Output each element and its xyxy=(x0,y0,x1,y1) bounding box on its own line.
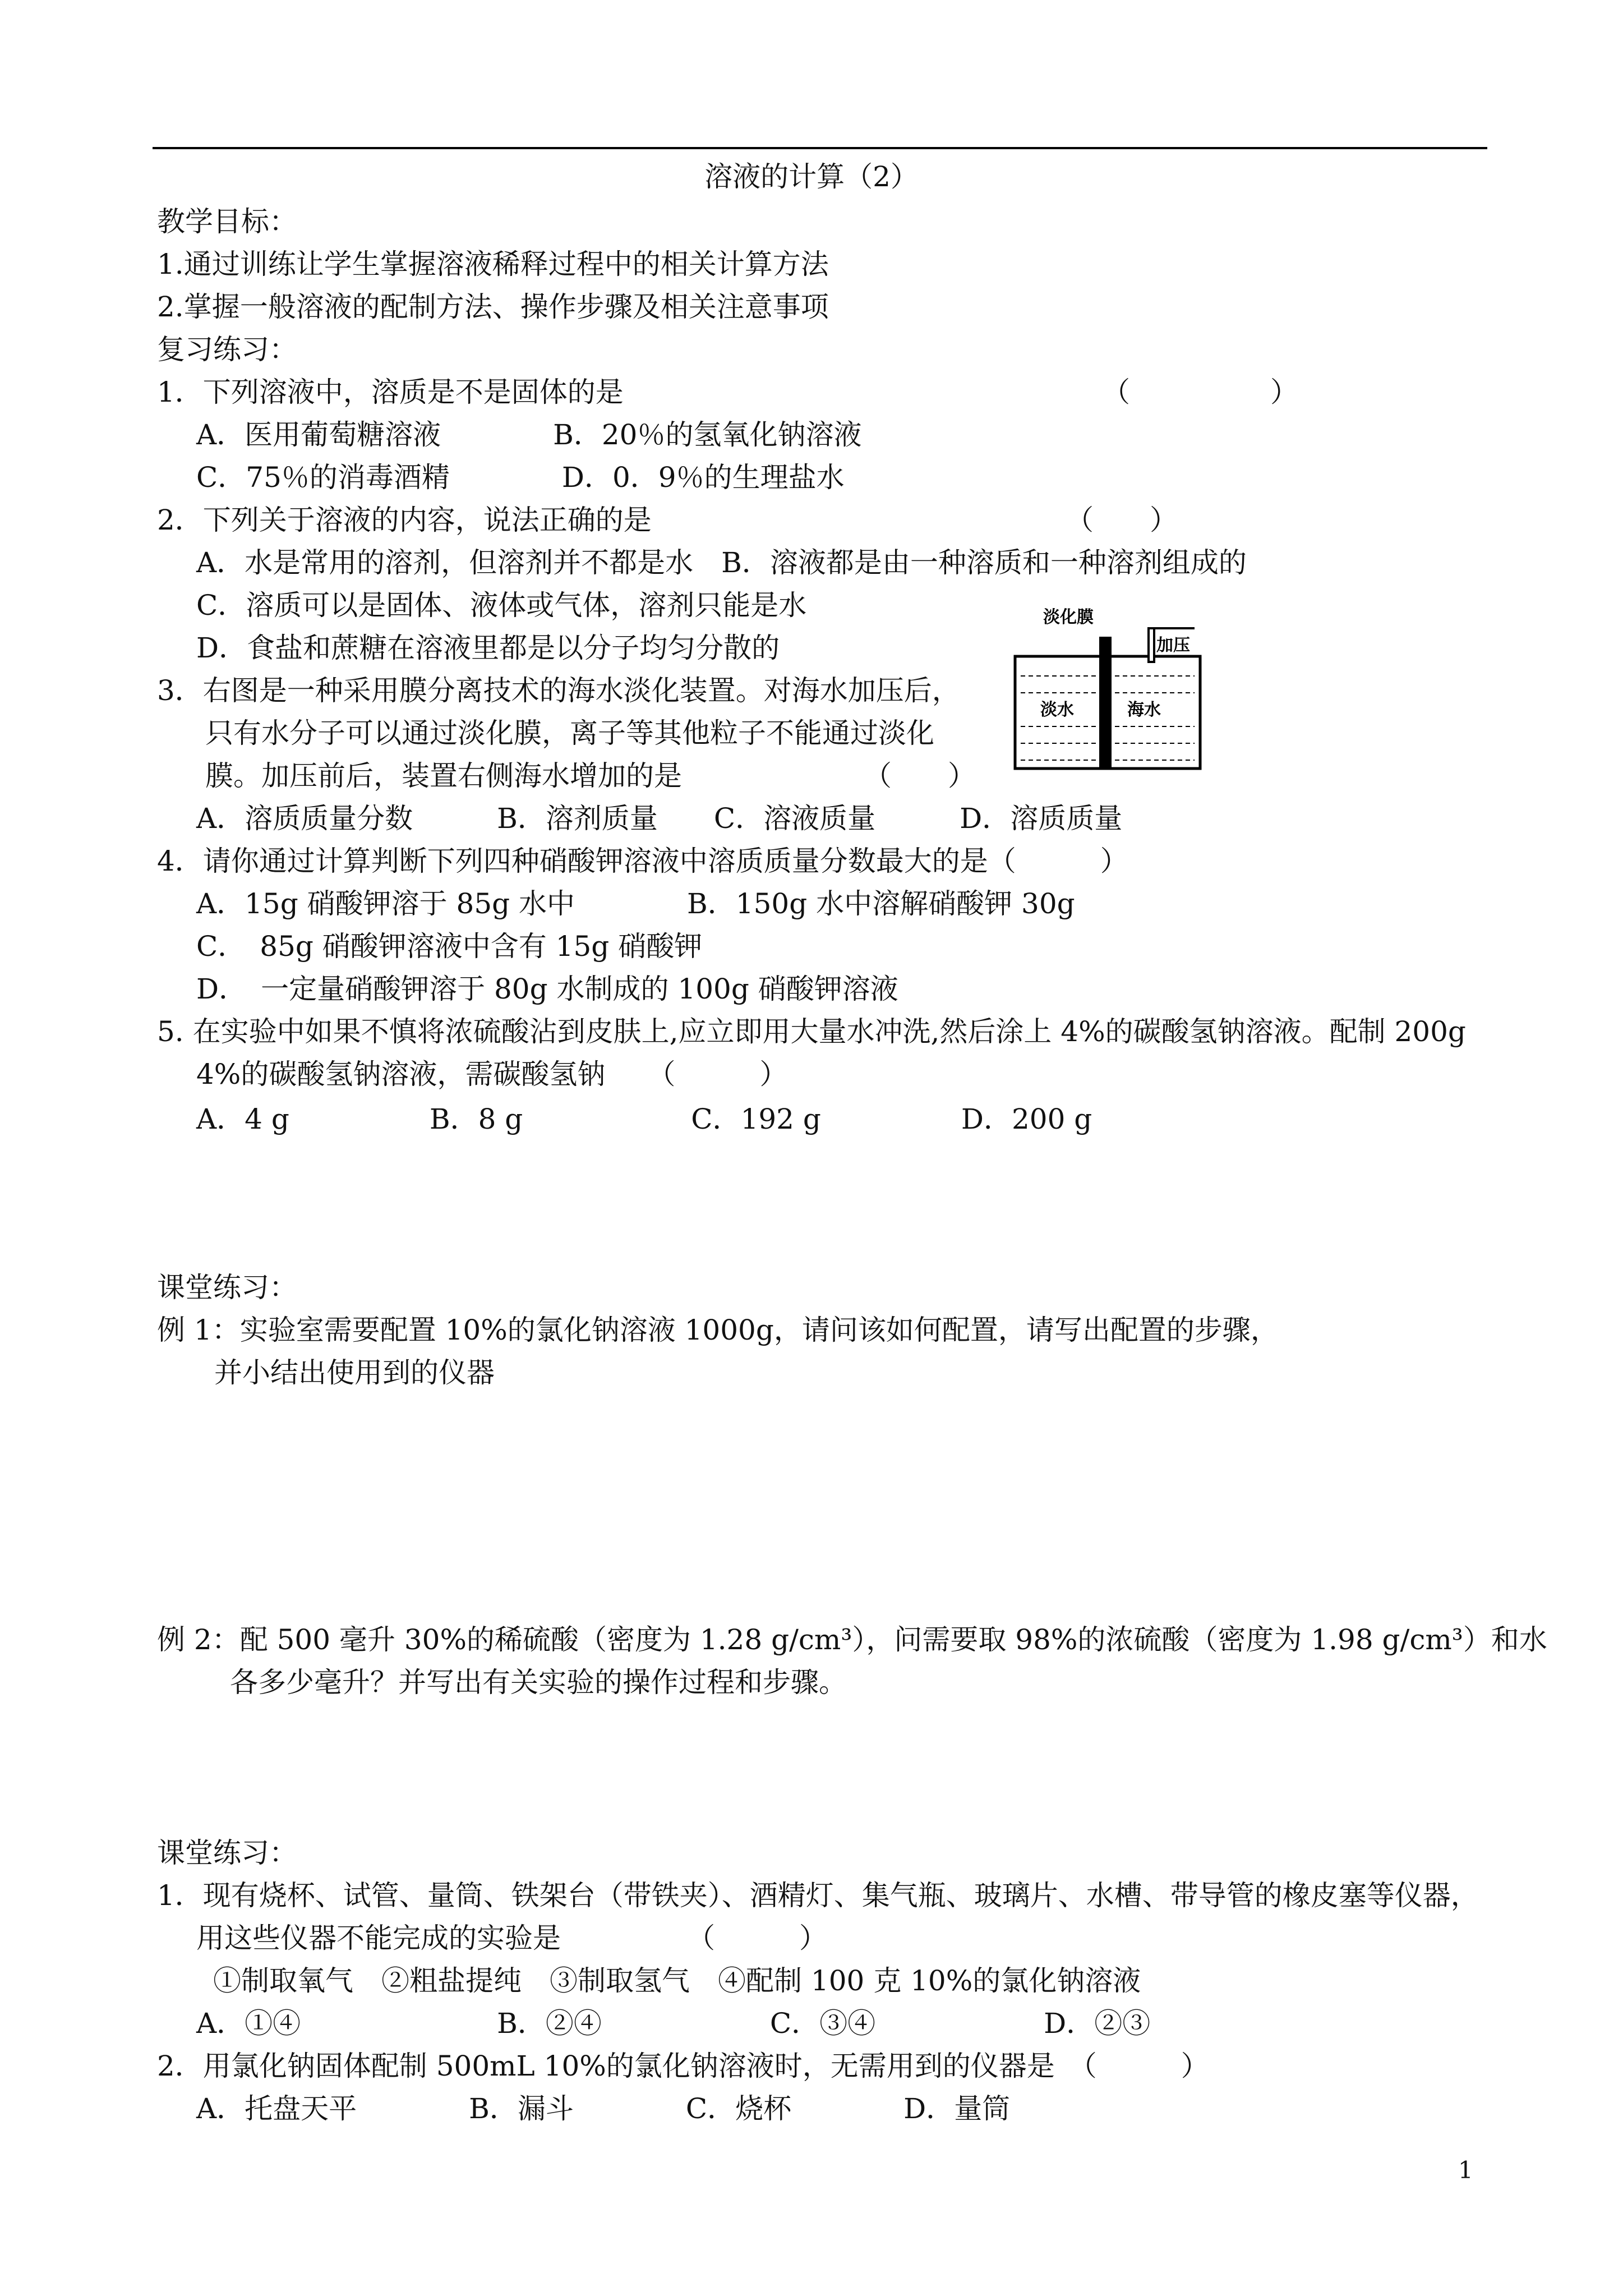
q2-option-ab: A．水是常用的溶剂，但溶剂并不都是水 B．溶液都是由一种溶质和一种溶剂组成的 xyxy=(196,546,1247,579)
cp2-q1-line2: 用这些仪器不能完成的实验是 （ ） xyxy=(196,1922,827,1954)
q5-options: A．4 g B．8 g C．192 g D．200 g xyxy=(196,1103,1092,1135)
desalination-figure xyxy=(1009,606,1206,774)
example2-line2: 各多少毫升？并写出有关实验的操作过程和步骤。 xyxy=(230,1666,847,1699)
q3-line3: 膜。加压前后，装置右侧海水增加的是 xyxy=(205,760,682,792)
q3-line2: 只有水分子可以通过淡化膜，离子等其他粒子不能通过淡化 xyxy=(205,717,934,749)
membrane-bar xyxy=(1099,637,1112,769)
q3-answer-paren: （ ） xyxy=(864,760,976,792)
cp2-q1-items: ①制取氧气 ②粗盐提纯 ③制取氢气 ④配制 100 克 10%的氯化钠溶液 xyxy=(213,1964,1141,1997)
example1-line1: 例 1：实验室需要配置 10%的氯化钠溶液 1000g，请问该如何配置，请写出配置的步骤， xyxy=(157,1314,1279,1346)
q1-stem: 1．下列溶液中，溶质是不是固体的是 xyxy=(157,376,624,408)
q1-options-row2: C．75％的消毒酒精 D．0．9％的生理盐水 xyxy=(196,461,845,494)
example2-line1: 例 2：配 500 毫升 30%的稀硫酸（密度为 1.28 g/cm³），问需要取 98%的浓硫酸（密度为 1.98 g/cm³）和水 xyxy=(157,1623,1547,1656)
membrane-label: 淡化膜 xyxy=(1043,608,1094,627)
sea-water-label: 海水 xyxy=(1127,700,1161,720)
cp2-q1-options: A．①④ B．②④ C．③④ D．②③ xyxy=(196,2007,1151,2040)
q5-line2: 4%的碳酸氢钠溶液，需碳酸氢钠 （ ） xyxy=(196,1058,788,1091)
cp2-q1-line1: 1．现有烧杯、试管、量筒、铁架台（带铁夹）、酒精灯、集气瓶、玻璃片、水槽、带导管的橡皮塞等仪器， xyxy=(157,1879,1479,1912)
pressure-pipe xyxy=(1149,628,1154,662)
q4-options-row1: A．15g 硝酸钾溶于 85g 水中 B．150g 水中溶解硝酸钾 30g xyxy=(196,887,1075,920)
fresh-water-label: 淡水 xyxy=(1040,700,1074,720)
q2-option-c: C．溶质可以是固体、液体或气体，溶剂只能是水 xyxy=(196,589,807,622)
page-number: 1 xyxy=(1458,2156,1473,2184)
q4-option-d: D． 一定量硝酸钾溶于 80g 水制成的 100g 硝酸钾溶液 xyxy=(196,973,898,1005)
page-title: 溶液的计算（2） xyxy=(704,160,919,193)
q2-option-d: D．食盐和蔗糖在溶液里都是以分子均匀分散的 xyxy=(196,632,780,664)
q3-options: A．溶质质量分数 B．溶剂质量 C．溶液质量 D．溶质质量 xyxy=(196,802,1123,835)
q5-line1: 5. 在实验中如果不慎将浓硫酸沾到皮肤上,应立即用大量水冲洗,然后涂上 4%的碳酸氢钠溶液。配制 200g xyxy=(157,1015,1466,1048)
q1-answer-paren: （ ） xyxy=(1102,376,1298,408)
q2-answer-paren: （ ） xyxy=(1066,504,1178,536)
q2-stem: 2．下列关于溶液的内容，说法正确的是 xyxy=(157,504,652,536)
pressure-label: 加压 xyxy=(1156,636,1190,655)
class-practice2-heading: 课堂练习： xyxy=(157,1837,297,1869)
cp2-q2-options: A．托盘天平 B．漏斗 C．烧杯 D．量筒 xyxy=(196,2092,1011,2125)
cp2-q2-stem: 2．用氯化钠固体配制 500mL 10%的氯化钠溶液时，无需用到的仪器是 （ ） xyxy=(157,2050,1209,2082)
objectives-heading: 教学目标： xyxy=(157,205,297,238)
objective-item-2: 2.掌握一般溶液的配制方法、操作步骤及相关注意事项 xyxy=(157,291,829,323)
review-heading: 复习练习： xyxy=(157,333,297,366)
objective-item-1: 1.通过训练让学生掌握溶液稀释过程中的相关计算方法 xyxy=(157,248,829,280)
q1-options-row1: A．医用葡萄糖溶液 B．20％的氢氧化钠溶液 xyxy=(196,418,862,451)
q4-stem: 4．请你通过计算判断下列四种硝酸钾溶液中溶质质量分数最大的是（ ） xyxy=(157,845,1128,877)
example1-line2: 并小结出使用到的仪器 xyxy=(214,1356,495,1389)
class-practice-heading: 课堂练习： xyxy=(157,1271,297,1304)
header-rule xyxy=(153,147,1487,149)
q4-option-c: C． 85g 硝酸钾溶液中含有 15g 硝酸钾 xyxy=(196,930,703,963)
q3-line1: 3．右图是一种采用膜分离技术的海水淡化装置。对海水加压后， xyxy=(157,674,960,707)
